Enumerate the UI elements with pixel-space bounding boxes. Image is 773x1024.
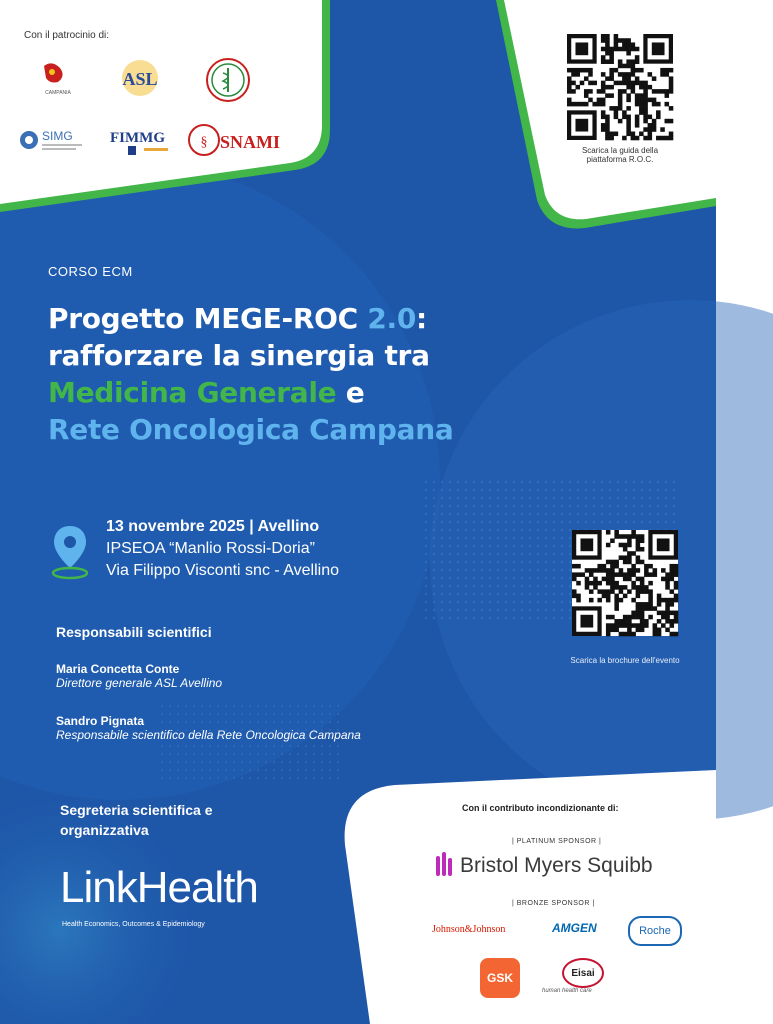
responsabili-title: Responsabili scientifici: [56, 624, 212, 640]
qr-code-brochure[interactable]: [572, 530, 678, 636]
fimmg-logo: [108, 124, 174, 156]
linkhealth-tagline: Health Economics, Outcomes & Epidemiology: [62, 921, 205, 928]
roche-logo: Roche: [628, 916, 682, 946]
event-title: [48, 300, 453, 448]
simg-logo: [18, 124, 88, 156]
qr-brochure-caption: Scarica la brochure dell'evento: [570, 656, 680, 665]
person-2: [56, 714, 361, 742]
title-line-1: Progetto MEGE-ROC 2.0:: [48, 302, 427, 335]
qr-guide-caption: Scarica la guida della piattaforma R.O.C.: [581, 146, 659, 164]
platinum-sponsor-label: | PLATINUM SPONSOR |: [512, 838, 602, 845]
qr-code-graphic: [572, 530, 678, 636]
qr-code-graphic: [567, 34, 673, 140]
person-1: [56, 662, 222, 690]
snami-logo: [188, 120, 281, 160]
segreteria-title: Segreteria scientifica e organizzativa: [60, 802, 213, 838]
asl-logo: [112, 58, 168, 100]
eisai-tagline: human health care: [542, 988, 592, 994]
fimmg-text: FIMMG: [110, 130, 165, 146]
location-pin-icon: [50, 524, 90, 585]
event-date-place: 13 novembre 2025 | Avellino: [106, 518, 320, 535]
campania-text: CAMPANIA: [45, 90, 71, 96]
patronage-label: Con il patrocinio di:: [24, 30, 110, 41]
event-venue: IPSEOA “Manlio Rossi-Doria”: [106, 540, 315, 557]
course-type-label: CORSO ECM: [48, 264, 133, 279]
person-role: Direttore generale ASL Avellino: [56, 676, 223, 690]
svg-text:§: §: [200, 135, 208, 150]
person-name: Maria Concetta Conte: [56, 662, 180, 676]
title-line-3: Medicina Generale e: [48, 376, 365, 409]
amgen-logo: AMGEN: [552, 921, 597, 935]
asl-text: ASL: [122, 69, 158, 89]
snami-text: SNAMI: [220, 132, 281, 152]
qr-code-guide[interactable]: [567, 34, 673, 140]
sponsor-contrib-label: Con il contributo incondizionante di:: [462, 803, 619, 813]
simg-text: SIMG: [42, 129, 73, 143]
eisai-logo: Eisai: [562, 958, 604, 988]
event-location: [106, 516, 339, 582]
person-name: Sandro Pignata: [56, 714, 145, 728]
linkhealth-logo: LinkHealth: [60, 863, 258, 912]
bms-icon: [434, 850, 458, 885]
event-address: Via Filippo Visconti snc - Avellino: [106, 562, 340, 579]
campania-logo: [30, 58, 86, 98]
bms-logo: Bristol Myers Squibb: [460, 854, 653, 877]
title-line-2: rafforzare la sinergia tra: [48, 339, 430, 372]
jnj-logo: Johnson&Johnson: [432, 924, 506, 935]
title-line-4: Rete Oncologica Campana: [48, 413, 454, 446]
bronze-sponsor-label: | BRONZE SPONSOR |: [512, 900, 595, 907]
person-role: Responsabile scientifico della Rete Oncologica Campana: [56, 728, 361, 742]
ordine-medici-logo: [204, 56, 252, 104]
gsk-logo: GSK: [480, 958, 520, 998]
